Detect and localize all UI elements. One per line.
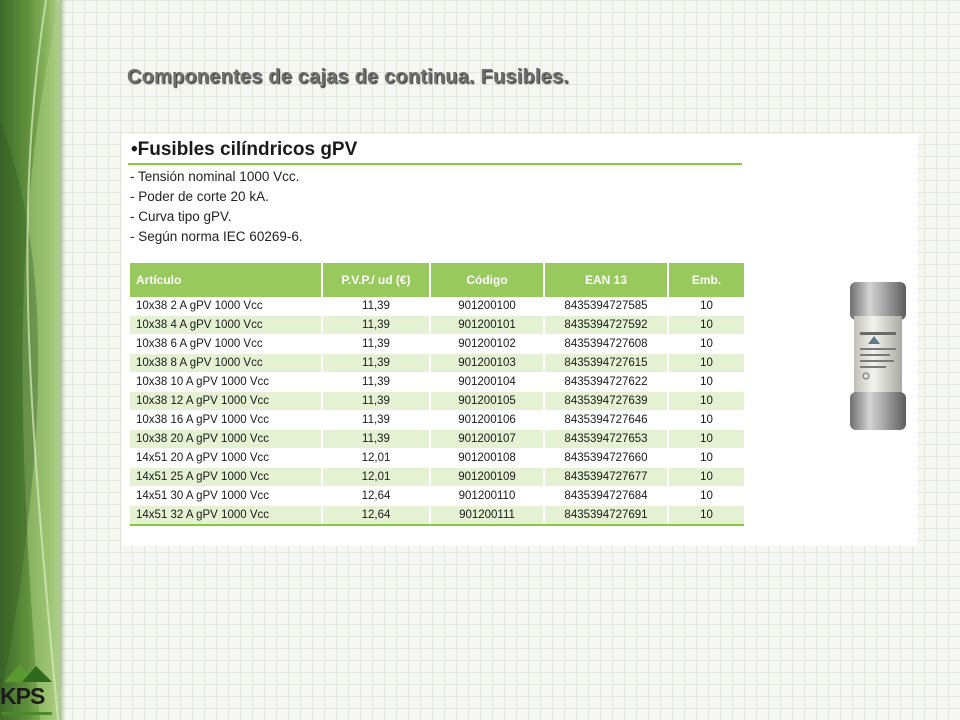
ean-cell: 8435394727615	[544, 354, 668, 373]
column-header-code: Código	[430, 263, 544, 297]
pack-cell: 10	[668, 487, 744, 506]
pack-cell: 10	[668, 392, 744, 411]
code-cell: 901200105	[430, 392, 544, 411]
pack-cell: 10	[668, 506, 744, 526]
spec-item: - Según norma IEC 60269-6.	[130, 229, 303, 244]
table-row	[130, 468, 744, 487]
price-cell: 11,39	[322, 411, 430, 430]
ean-cell: 8435394727646	[544, 411, 668, 430]
article-cell: 10x38 12 A gPV 1000 Vcc	[130, 392, 322, 411]
article-cell: 10x38 10 A gPV 1000 Vcc	[130, 373, 322, 392]
pack-cell: 10	[668, 354, 744, 373]
ean-cell: 8435394727585	[544, 297, 668, 316]
section-divider	[128, 163, 742, 165]
price-table	[130, 263, 744, 526]
table-row	[130, 506, 744, 526]
pack-cell: 10	[668, 411, 744, 430]
table-row	[130, 335, 744, 354]
pack-cell: 10	[668, 373, 744, 392]
code-cell: 901200106	[430, 411, 544, 430]
price-cell: 12,01	[322, 468, 430, 487]
price-cell: 12,64	[322, 487, 430, 506]
price-cell: 11,39	[322, 392, 430, 411]
column-header-ean: EAN 13	[544, 263, 668, 297]
code-cell: 901200109	[430, 468, 544, 487]
pack-cell: 10	[668, 316, 744, 335]
ean-cell: 8435394727691	[544, 506, 668, 526]
article-cell: 10x38 16 A gPV 1000 Vcc	[130, 411, 322, 430]
code-cell: 901200103	[430, 354, 544, 373]
ean-cell: 8435394727622	[544, 373, 668, 392]
table-row	[130, 316, 744, 335]
table-row	[130, 354, 744, 373]
section-title: •Fusibles cilíndricos gPV	[131, 139, 358, 160]
table-row	[130, 297, 744, 316]
price-cell: 11,39	[322, 373, 430, 392]
green-sidebar	[0, 0, 60, 720]
ean-cell: 8435394727608	[544, 335, 668, 354]
article-cell: 10x38 6 A gPV 1000 Vcc	[130, 335, 322, 354]
price-cell: 12,01	[322, 449, 430, 468]
price-cell: 11,39	[322, 354, 430, 373]
logo-text: KPS	[0, 683, 45, 709]
table-row	[130, 392, 744, 411]
article-cell: 14x51 20 A gPV 1000 Vcc	[130, 449, 322, 468]
price-cell: 11,39	[322, 430, 430, 449]
sidebar-edge-shadow	[60, 0, 66, 720]
code-cell: 901200108	[430, 449, 544, 468]
column-header-pack: Emb.	[668, 263, 744, 297]
article-cell: 14x51 30 A gPV 1000 Vcc	[130, 487, 322, 506]
sidebar-swoosh-decoration	[0, 0, 60, 720]
spec-list	[130, 167, 303, 247]
spec-item: - Curva tipo gPV.	[130, 209, 232, 224]
code-cell: 901200111	[430, 506, 544, 526]
spec-item: - Poder de corte 20 kA.	[130, 189, 269, 204]
article-cell: 14x51 32 A gPV 1000 Vcc	[130, 506, 322, 526]
article-cell: 14x51 25 A gPV 1000 Vcc	[130, 468, 322, 487]
table-header-row	[130, 263, 744, 297]
slide-title: Componentes de cajas de continua. Fusibles.	[127, 66, 570, 88]
code-cell: 901200104	[430, 373, 544, 392]
ean-cell: 8435394727684	[544, 487, 668, 506]
article-cell: 10x38 2 A gPV 1000 Vcc	[130, 297, 322, 316]
ean-cell: 8435394727639	[544, 392, 668, 411]
article-cell: 10x38 4 A gPV 1000 Vcc	[130, 316, 322, 335]
column-header-price: P.V.P./ ud (€)	[322, 263, 430, 297]
code-cell: 901200107	[430, 430, 544, 449]
code-cell: 901200110	[430, 487, 544, 506]
ean-cell: 8435394727660	[544, 449, 668, 468]
spec-item: - Tensión nominal 1000 Vcc.	[130, 169, 300, 184]
pack-cell: 10	[668, 449, 744, 468]
pack-cell: 10	[668, 468, 744, 487]
fuse-product-photo	[848, 274, 908, 434]
pack-cell: 10	[668, 335, 744, 354]
pack-cell: 10	[668, 297, 744, 316]
column-header-article: Artículo	[130, 263, 322, 297]
price-cell: 11,39	[322, 316, 430, 335]
product-panel	[122, 134, 918, 546]
table-row	[130, 373, 744, 392]
table-row	[130, 449, 744, 468]
ean-cell: 8435394727677	[544, 468, 668, 487]
pack-cell: 10	[668, 430, 744, 449]
ean-cell: 8435394727653	[544, 430, 668, 449]
code-cell: 901200100	[430, 297, 544, 316]
table-row	[130, 430, 744, 449]
price-cell: 11,39	[322, 335, 430, 354]
article-cell: 10x38 20 A gPV 1000 Vcc	[130, 430, 322, 449]
code-cell: 901200101	[430, 316, 544, 335]
price-cell: 12,64	[322, 506, 430, 526]
table-row	[130, 487, 744, 506]
table-row	[130, 411, 744, 430]
article-cell: 10x38 8 A gPV 1000 Vcc	[130, 354, 322, 373]
price-cell: 11,39	[322, 297, 430, 316]
code-cell: 901200102	[430, 335, 544, 354]
ean-cell: 8435394727592	[544, 316, 668, 335]
